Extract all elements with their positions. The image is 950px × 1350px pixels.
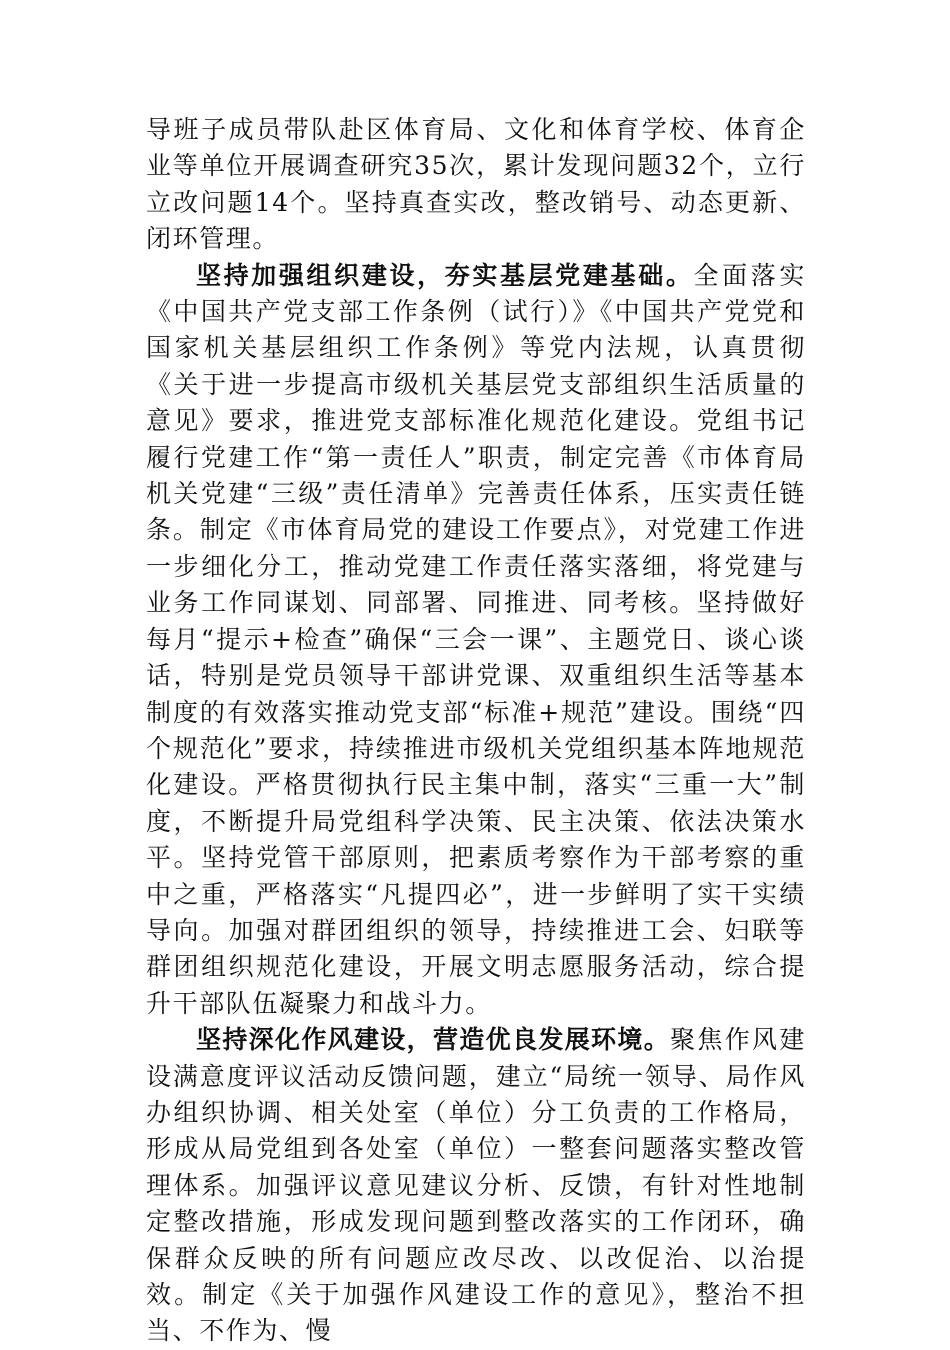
paragraph-organization-building bbox=[146, 258, 806, 1023]
paragraph-lead: 坚持加强组织建设，夯实基层党建基础。 bbox=[196, 260, 694, 290]
paragraph-work-style-building bbox=[146, 1022, 806, 1350]
paragraph-text: 导班子成员带队赴区体育局、文化和体育学校、体育企业等单位开展调查研究35次，累计发现问题32个，立行立改问题14个。坚持真查实改，整改销号、动态更新、闭环管理。 bbox=[146, 115, 806, 254]
paragraph-text: 聚焦作风建设满意度评议活动反馈问题，建立“局统一领导、局作风办组织协调、相关处室（单位）分工负责的工作格局，形成从局党组到各处室（单位）一整套问题落实整改管理体系。加强评议意见建议分析、反馈，有针对性地制定整改措施，形成发现问题到整改落实的工作闭环，确保群众反映的所有问题应改尽改、以改促治、以治提效。制定《关于加强作风建设工作的意见》，整治不担当、不作为、慢 bbox=[146, 1025, 806, 1346]
document-body bbox=[146, 112, 806, 1350]
paragraph-continued bbox=[146, 112, 806, 258]
paragraph-text: 全面落实《中国共产党支部工作条例（试行）》《中国共产党党和国家机关基层组织工作条例》等党内法规，认真贯彻《关于进一步提高市级机关基层党支部组织生活质量的意见》要求，推进党支部标准化规范化建设。党组书记履行党建工作“第一责任人”职责，制定完善《市体育局机关党建“三级”责任清单》完善责任体系，压实责任链条。制定《市体育局党的建设工作要点》，对党建工作进一步细化分工，推动党建工作责任落实落细，将党建与业务工作同谋划、同部署、同推进、同考核。坚持做好每月“提示+检查”确保“三会一课”、主题党日、谈心谈话，特别是党员领导干部讲党课、双重组织生活等基本制度的有效落实推动党支部“标准+规范”建设。围绕“四个规范化”要求，持续推进市级机关党组织基本阵地规范化建设。严格贯彻执行民主集中制，落实“三重一大”制度，不断提升局党组科学决策、民主决策、依法决策水平。坚持党管干部原则，把素质考察作为干部考察的重中之重，严格落实“凡提四必”，进一步鲜明了实干实绩导向。加强对群团组织的领导，持续推进工会、妇联等群团组织规范化建设，开展文明志愿服务活动，综合提升干部队伍凝聚力和战斗力。 bbox=[146, 260, 806, 1018]
paragraph-lead: 坚持深化作风建设，营造优良发展环境。 bbox=[196, 1025, 671, 1055]
